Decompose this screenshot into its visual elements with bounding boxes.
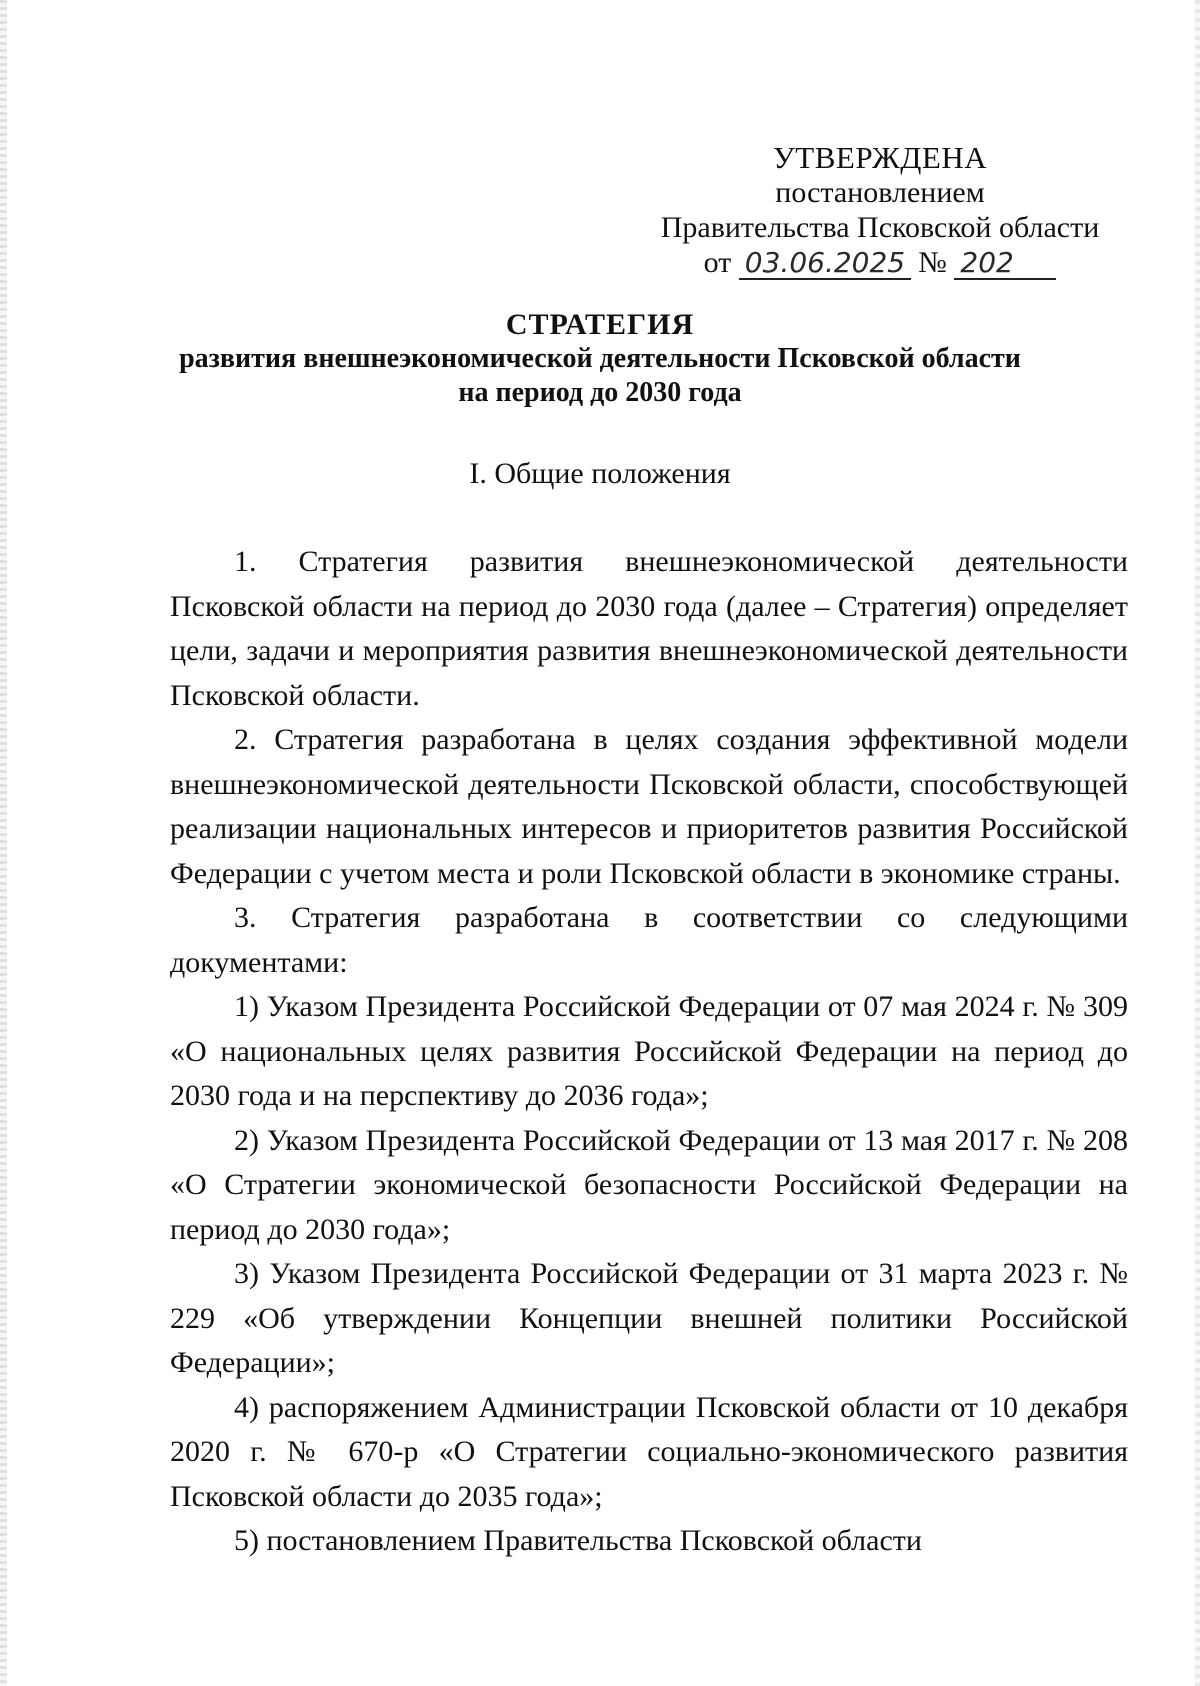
paragraph-list-4: 4) распоряжением Администрации Псковской области от 10 декабря 2020 г. № 670-р «О Стратегии социально-экономического развития Псковской области до 2035 года»; bbox=[170, 1390, 1128, 1513]
approval-line-1: постановлением bbox=[775, 176, 985, 209]
paragraph-list-1: 1) Указом Президента Российской Федерации от 07 мая 2024 г. № 309 «О национальных целях развития Российской Федерации на период до 2030 года и на перспективу до 2036 года»; bbox=[170, 990, 1128, 1112]
approval-date-line bbox=[640, 245, 1120, 285]
paragraph-3: 3. Стратегия разработана в соответствии со следующими документами: bbox=[170, 901, 1128, 979]
approval-title: УТВЕРЖДЕНА bbox=[772, 140, 988, 175]
scan-edge-left bbox=[0, 0, 7, 1686]
handwritten-date: 03.06.2025 bbox=[739, 248, 911, 280]
paragraph-1: 1. Стратегия развития внешнеэкономической деятельности Псковской области на период до 2030 года (далее – Стратегия) определяет цели, задачи и мероприятия развития внешнеэкономической деятельности Псковской области. bbox=[170, 545, 1128, 712]
heading-subtitle-2: на период до 2030 года bbox=[458, 377, 742, 408]
document-heading bbox=[120, 308, 1080, 410]
approval-stamp-block bbox=[640, 140, 1120, 285]
number-sign: № bbox=[918, 246, 947, 279]
document-body bbox=[170, 540, 1128, 1564]
paragraph-2: 2. Стратегия разработана в целях создания эффективной модели внешнеэкономической деятельности Псковской области, способствующей реализации национальных интересов и приоритетов развития Российской Федерации с учетом места и роли Псковской области в экономике страны. bbox=[170, 723, 1128, 890]
scan-edge-right bbox=[1195, 0, 1200, 1686]
approval-line-2: Правительства Псковской области bbox=[660, 211, 1100, 244]
section-title: I. Общие положения bbox=[469, 457, 731, 490]
heading-subtitle-1: развития внешнеэкономической деятельности Псковской области bbox=[179, 343, 1021, 374]
paragraph-list-5: 5) постановлением Правительства Псковской области bbox=[234, 1524, 922, 1557]
paragraph-list-2: 2) Указом Президента Российской Федерации от 13 мая 2017 г. № 208 «О Стратегии экономической безопасности Российской Федерации на период до 2030 года»; bbox=[170, 1123, 1128, 1246]
paragraph-list-3: 3) Указом Президента Российской Федерации от 31 марта 2023 г. № 229 «Об утверждении Концепции внешней политики Российской Федерации»; bbox=[170, 1257, 1128, 1379]
heading-title: СТРАТЕГИЯ bbox=[505, 308, 695, 341]
date-prefix: от bbox=[703, 246, 732, 279]
handwritten-number: 202 bbox=[954, 248, 1056, 280]
